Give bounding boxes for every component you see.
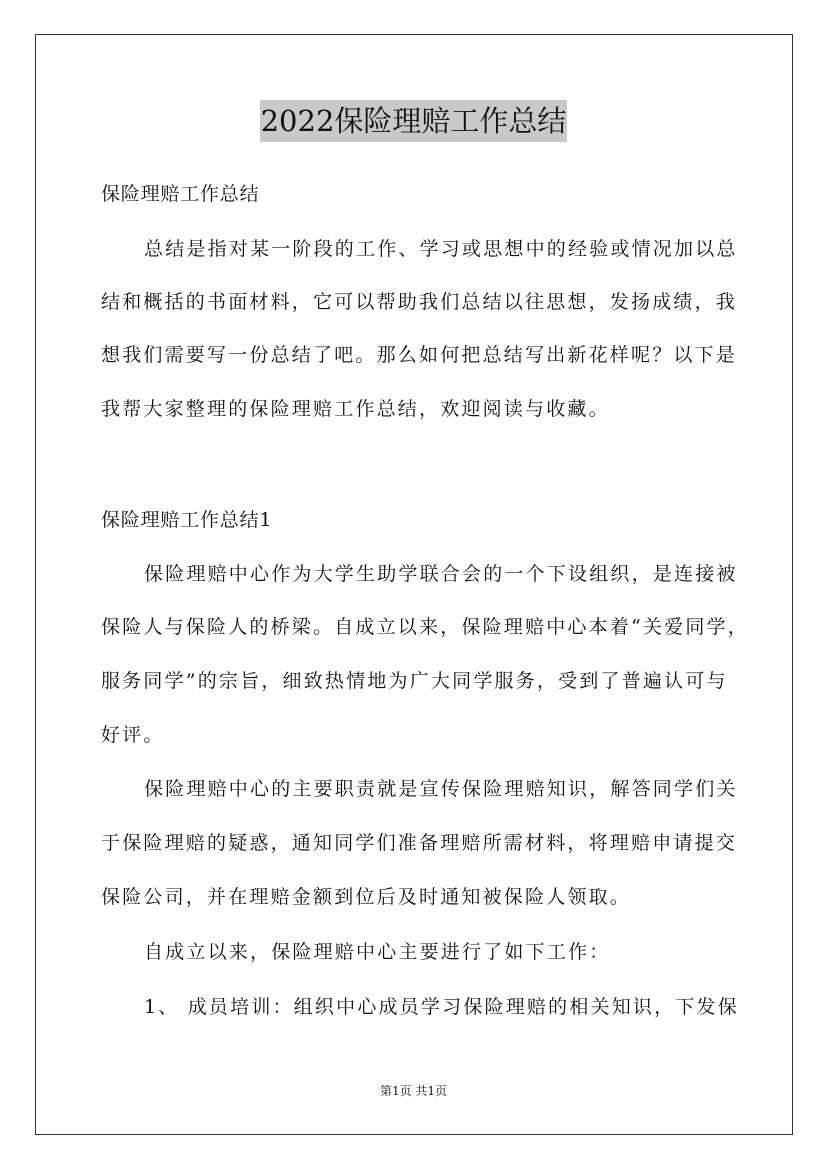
intro-line-2: 结和概括的书面材料，它可以帮助我们总结以往思想，发扬成绩，我 [101,291,738,313]
section1-para1-line-3: 服务同学”的宗旨，细致热情地为广大同学服务，受到了普遍认可与 [101,670,728,692]
section1-para1-line-1: 保险理赔中心作为大学生助学联合会的一个下设组织，是连接被 [144,563,738,585]
section1-para3: 自成立以来，保险理赔中心主要进行了如下工作： [144,941,611,963]
section1-para1-line-2: 保险人与保险人的桥梁。自成立以来，保险理赔中心本着“关爱同学， [101,616,749,638]
section1-para2-line-1: 保险理赔中心的主要职责就是宣传保险理赔知识，解答同学们关 [144,778,738,800]
document-title-area [0,100,827,142]
intro-line-4: 我帮大家整理的保险理赔工作总结，欢迎阅读与收藏。 [101,398,610,420]
page-footer: 第1页 共1页 [379,1084,448,1098]
document-title: 2022保险理赔工作总结 [260,100,568,142]
section1-heading: 保险理赔工作总结1 [101,509,273,531]
intro-line-1: 总结是指对某一阶段的工作、学习或思想中的经验或情况加以总 [144,238,738,260]
section1-para2-line-3: 保险公司，并在理赔金额到位后及时通知被保险人领取。 [101,886,632,908]
section1-para1-line-4: 好评。 [101,724,165,746]
section1-item-1: 1、 成员培训：组织中心成员学习保险理赔的相关知识，下发保 [144,996,739,1018]
intro-line-3: 想我们需要写一份总结了吧。那么如何把总结写出新花样呢？以下是 [101,344,738,366]
subtitle: 保险理赔工作总结 [101,183,260,205]
section1-para2-line-2: 于保险理赔的疑惑，通知同学们准备理赔所需材料，将理赔申请提交 [101,832,738,854]
